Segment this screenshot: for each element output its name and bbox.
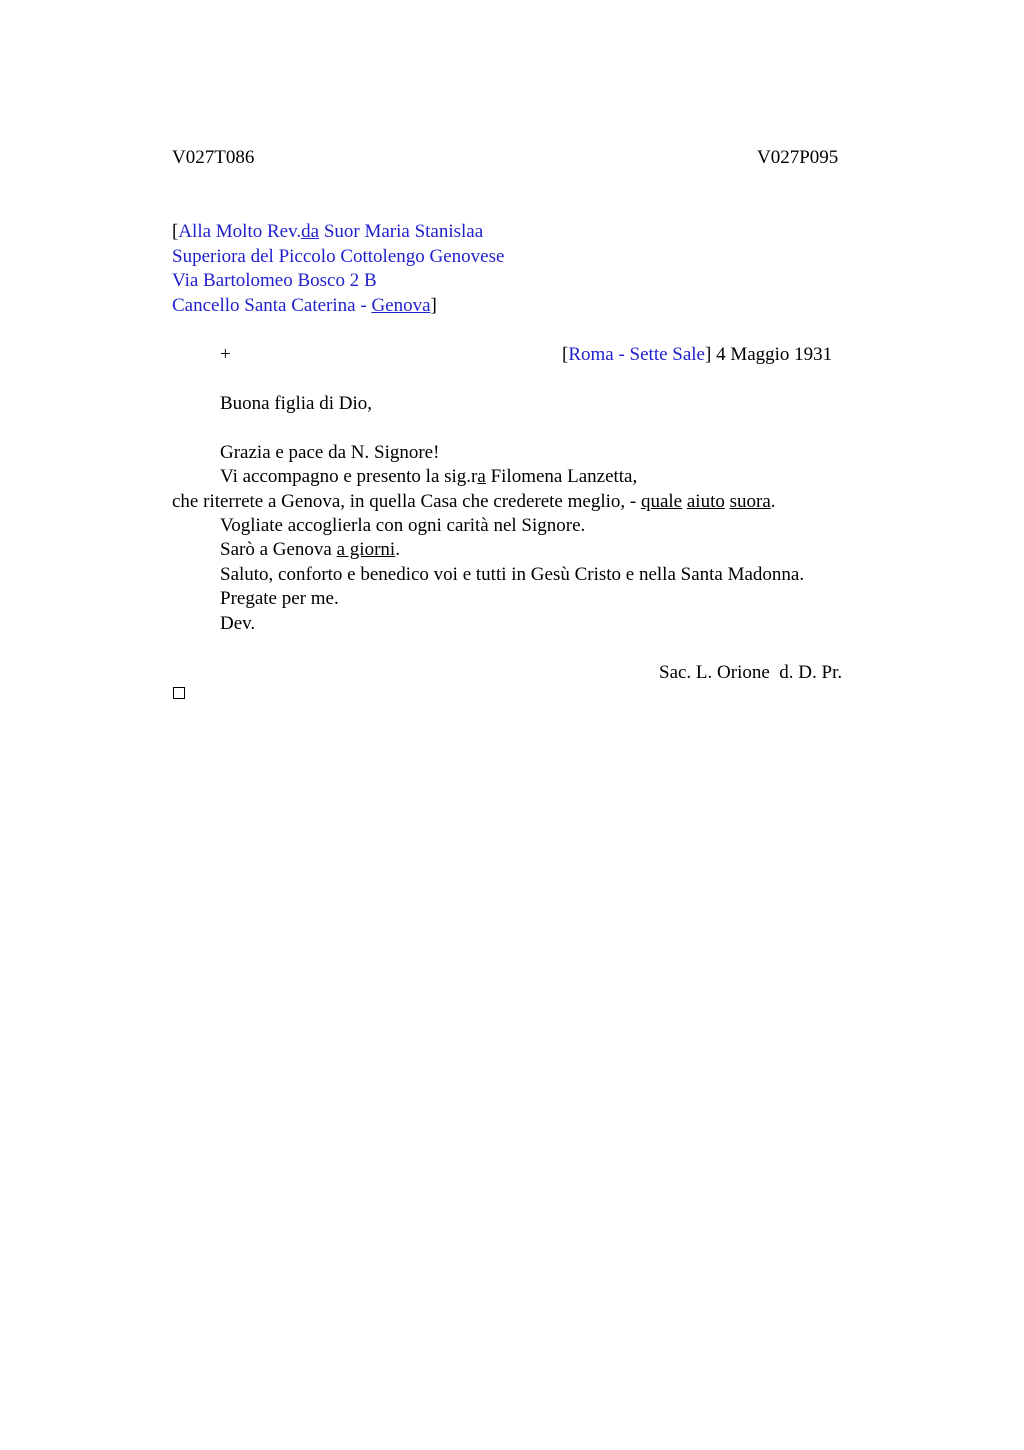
address-line-4 (172, 294, 437, 318)
address-close-bracket: ] (430, 295, 437, 316)
body-line-7: Pregate per me. (220, 588, 339, 609)
body-line-3-word-quale: quale (640, 491, 683, 512)
dateline-place: Roma - Sette Sale (568, 344, 705, 365)
body-line-5 (220, 538, 400, 562)
body-line-3-text-a: che riterrete a Genova, in quella Casa che crederete meglio, - (172, 491, 641, 512)
end-marker-square-icon (173, 687, 185, 699)
dateline-open-bracket: [ (562, 344, 569, 365)
body-line-5-underlined: a giorni (336, 539, 396, 560)
cross-symbol: + (220, 344, 231, 365)
body-line-1: Grazia e pace da N. Signore! (220, 442, 440, 463)
body-line-2-superscript: a (477, 466, 486, 487)
address-line-1 (172, 220, 483, 244)
body-line-3-period: . (770, 491, 776, 512)
body-line-2-text-a: Vi accompagno e presento la sig.r (220, 466, 478, 487)
salutation: Buona figlia di Dio, (220, 393, 372, 414)
address-open-bracket: [ (172, 221, 179, 242)
address-line-2: Superiora del Piccolo Cottolengo Genovese (172, 246, 505, 267)
body-line-3-word-aiuto: aiuto (686, 491, 725, 512)
body-line-5-text-a: Sarò a Genova (220, 539, 337, 560)
document-code-left: V027T086 (172, 147, 255, 168)
address-city: Genova (371, 295, 431, 316)
signature (659, 661, 842, 685)
signature-text: Sac. L. Orione d. D. Pr. (659, 662, 843, 683)
body-line-5-period: . (395, 539, 400, 560)
body-line-2-text-c: Filomena Lanzetta, (485, 466, 638, 487)
address-recipient-title: Alla Molto Rev. (178, 221, 302, 242)
address-recipient-name: Suor Maria Stanislaa (319, 221, 484, 242)
dateline-date: 4 Maggio 1931 (711, 344, 833, 365)
body-line-6: Saluto, conforto e benedico voi e tutti in Gesù Cristo e nella Santa Madonna. (220, 564, 805, 585)
address-recipient-abbrev: da (301, 221, 320, 242)
dateline (562, 343, 832, 367)
body-line-8: Dev. (220, 613, 256, 634)
address-line-3: Via Bartolomeo Bosco 2 B (172, 270, 377, 291)
dateline-close-bracket: ] (705, 344, 712, 365)
body-line-3 (172, 490, 776, 514)
body-line-3-word-suora: suora (729, 491, 771, 512)
body-line-4: Vogliate accoglierla con ogni carità nel Signore. (220, 515, 586, 536)
address-gate: Cancello Santa Caterina - (172, 295, 372, 316)
body-line-2 (220, 465, 637, 489)
document-code-right: V027P095 (757, 147, 839, 168)
